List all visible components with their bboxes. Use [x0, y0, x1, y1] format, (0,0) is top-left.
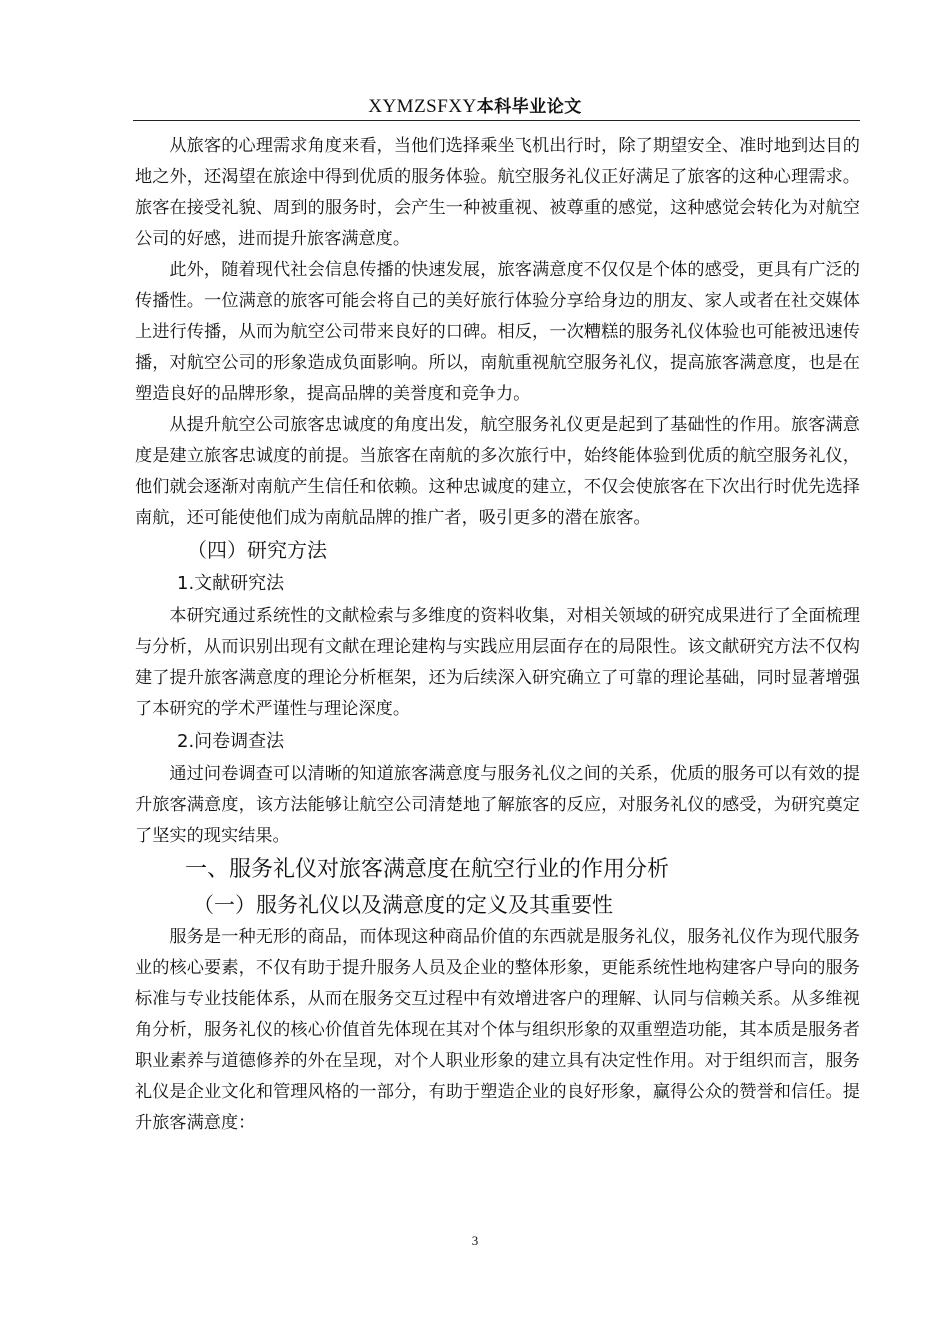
paragraph: 服务是一种无形的商品，而体现这种商品价值的东西就是服务礼仪，服务礼仪作为现代服务业的核心要素，不仅有助于提升服务人员及企业的整体形象，更能系统性地构建客户导向的服务标准与专业技能体系，从而在服务交互过程中有效增进客户的理解、认同与信赖关系。从多维视角分析，服务礼仪的核心价值首先体现在其对个体与组织形象的双重塑造功能，其本质是服务者职业素养与道德修养的外在呈现，对个人职业形象的建立具有决定性作用。对于组织而言，服务礼仪是企业文化和管理风格的一部分，有助于塑造企业的良好形象，赢得公众的赞誉和信任。提升旅客满意度： — [135, 927, 860, 1133]
header-code: XYMZSFXY — [368, 96, 477, 117]
page-number: 3 — [471, 1233, 479, 1248]
paragraph: 从旅客的心理需求角度来看，当他们选择乘坐飞机出行时，除了期望安全、准时地到达目的地之外，还渴望在旅途中得到优质的服务体验。航空服务礼仪正好满足了旅客的这种心理需求。旅客在接受礼貌、周到的服务时，会产生一种被重视、被尊重的感觉，这种感觉会转化为对航空公司的好感，进而提升旅客满意度。 — [135, 136, 860, 249]
paragraph: 从提升航空公司旅客忠诚度的角度出发，航空服务礼仪更是起到了基础性的作用。旅客满意度是建立旅客忠诚度的前提。当旅客在南航的多次旅行中，始终能体验到优质的航空服务礼仪，他们就会逐渐对南航产生信任和依赖。这种忠诚度的建立，不仅会使旅客在下次出行时优先选择南航，还可能使他们成为南航品牌的推广者，吸引更多的潜在旅客。 — [135, 415, 860, 528]
subsection-heading-literature: 1.文献研究法 — [177, 573, 285, 594]
chapter-heading: 一、服务礼仪对旅客满意度在航空行业的作用分析 — [185, 857, 670, 882]
section-heading-methods: （四）研究方法 — [187, 538, 327, 562]
header-rule — [133, 120, 860, 121]
paragraph: 通过问卷调查可以清晰的知道旅客满意度与服务礼仪之间的关系，优质的服务可以有效的提升旅客满意度，该方法能够让航空公司清楚地了解旅客的反应，对服务礼仪的感受，为研究奠定了坚实的现实结果。 — [135, 764, 860, 846]
running-header — [0, 92, 950, 118]
paragraph: 本研究通过系统性的文献检索与多维度的资料收集，对相关领域的研究成果进行了全面梳理与分析，从而识别出现有文献在理论建构与实践应用层面存在的局限性。该文献研究方法不仅构建了提升旅客满意度的理论分析框架，还为后续深入研究确立了可靠的理论基础，同时显著增强了本研究的学术严谨性与理论深度。 — [135, 606, 860, 719]
subsection-heading-survey: 2.问卷调查法 — [177, 731, 285, 752]
page-body — [135, 131, 860, 1139]
paragraph: 此外，随着现代社会信息传播的快速发展，旅客满意度不仅仅是个体的感受，更具有广泛的传播性。一位满意的旅客可能会将自己的美好旅行体验分享给身边的朋友、家人或者在社交媒体上进行传播，从而为航空公司带来良好的口碑。相反，一次糟糕的服务礼仪体验也可能被迅速传播，对航空公司的形象造成负面影响。所以，南航重视航空服务礼仪，提高旅客满意度，也是在塑造良好的品牌形象，提高品牌的美誉度和竞争力。 — [135, 260, 860, 404]
header-label: 本科毕业论文 — [476, 97, 582, 117]
chapter-subheading: （一）服务礼仪以及满意度的定义及其重要性 — [193, 893, 613, 917]
